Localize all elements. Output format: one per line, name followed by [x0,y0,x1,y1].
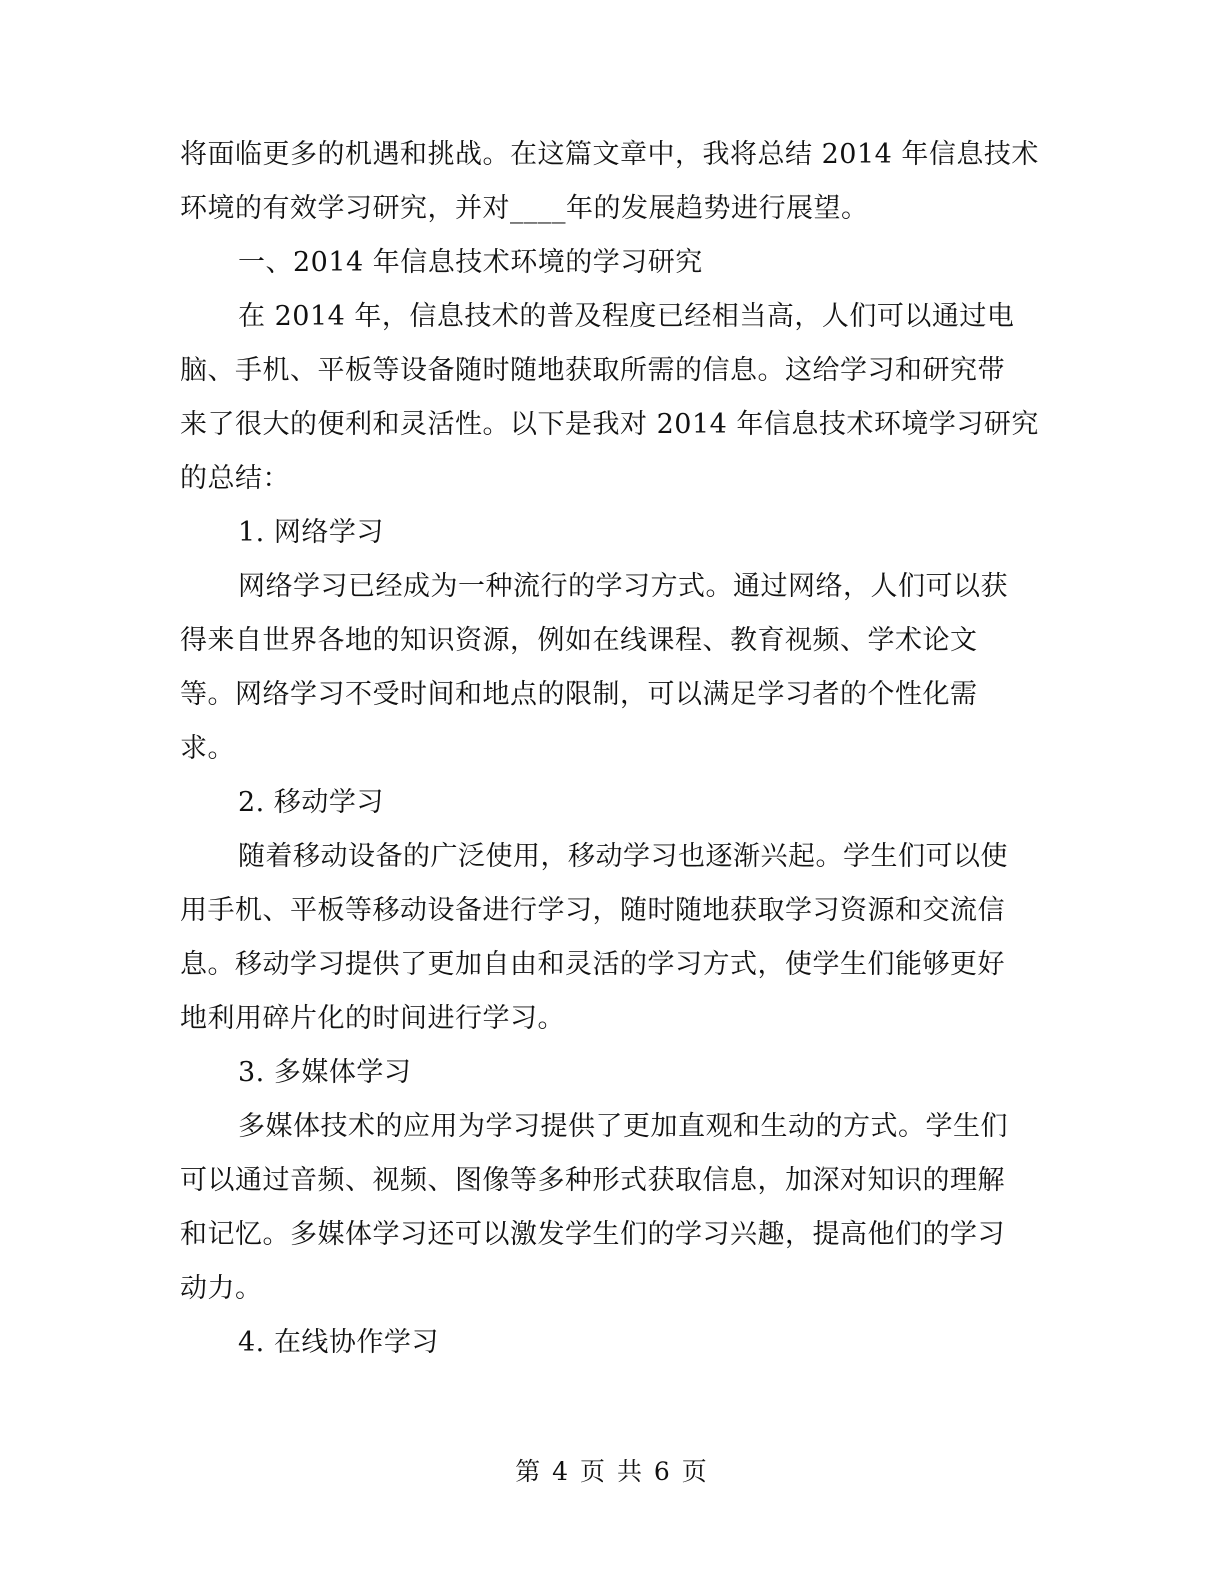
text-line: 4. 在线协作学习 [238,1327,439,1358]
text-line: 和记忆。多媒体学习还可以激发学生们的学习兴趣，提高他们的学习 [180,1219,1005,1250]
text-line: 3. 多媒体学习 [238,1057,412,1088]
text-line: 求。 [180,733,235,764]
text-line: 动力。 [180,1273,263,1304]
text-line: 一、2014 年信息技术环境的学习研究 [238,247,703,278]
text-line: 可以通过音频、视频、图像等多种形式获取信息，加深对知识的理解 [180,1165,1005,1196]
text-line: 等。网络学习不受时间和地点的限制，可以满足学习者的个性化需 [180,679,978,710]
text-line: 环境的有效学习研究，并对____年的发展趋势进行展望。 [180,193,869,224]
text-line: 的总结： [180,463,290,494]
text-line: 得来自世界各地的知识资源，例如在线课程、教育视频、学术论文 [180,625,978,656]
text-line: 用手机、平板等移动设备进行学习，随时随地获取学习资源和交流信 [180,895,1005,926]
text-line: 息。移动学习提供了更加自由和灵活的学习方式，使学生们能够更好 [180,949,1005,980]
text-line: 2. 移动学习 [238,787,384,818]
document-body [180,128,1039,1370]
page-footer: 第 4 页 共 6 页 [515,1457,709,1486]
text-line: 地利用碎片化的时间进行学习。 [180,1003,565,1034]
text-line: 将面临更多的机遇和挑战。在这篇文章中，我将总结 2014 年信息技术 [180,139,1039,170]
text-line: 脑、手机、平板等设备随时随地获取所需的信息。这给学习和研究带 [180,355,1005,386]
text-line: 1. 网络学习 [238,517,384,548]
text-line: 随着移动设备的广泛使用，移动学习也逐渐兴起。学生们可以使 [238,841,1008,872]
text-line: 多媒体技术的应用为学习提供了更加直观和生动的方式。学生们 [238,1111,1008,1142]
text-line: 来了很大的便利和灵活性。以下是我对 2014 年信息技术环境学习研究 [180,409,1039,440]
text-line: 网络学习已经成为一种流行的学习方式。通过网络，人们可以获 [238,571,1008,602]
text-line: 在 2014 年，信息技术的普及程度已经相当高，人们可以通过电 [238,301,1015,332]
